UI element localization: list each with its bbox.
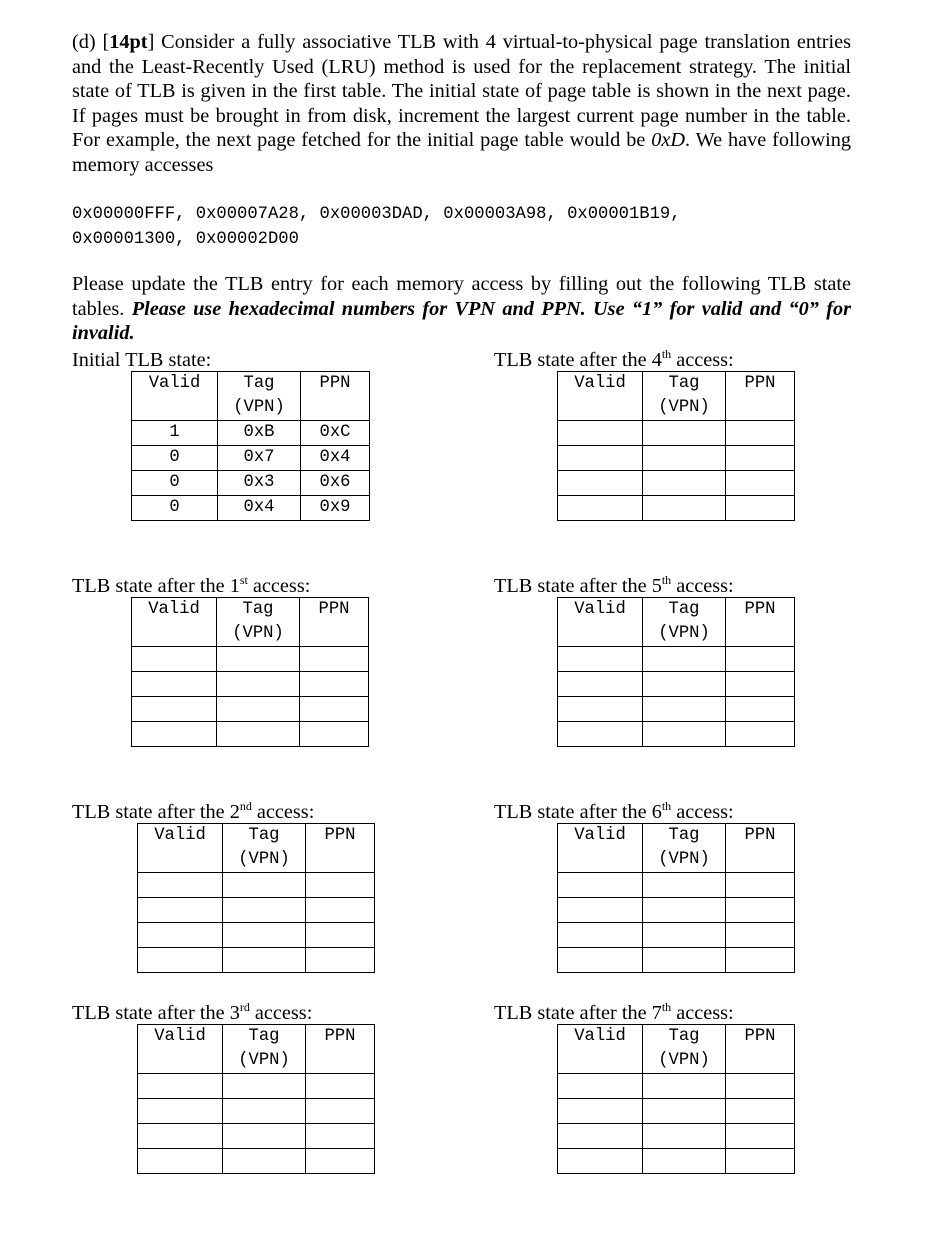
table-row [558, 1149, 795, 1174]
table-row [132, 722, 369, 747]
valid-cell[interactable] [132, 672, 217, 697]
table-row [138, 1149, 375, 1174]
table-row [558, 722, 795, 747]
table-row [558, 496, 795, 521]
instructions-emphasis: Please use hexadecimal numbers for VPN and PPN. Use “1” for valid and “0” for invalid. [72, 297, 851, 345]
valid-cell[interactable] [138, 898, 223, 923]
valid-cell[interactable] [138, 1099, 223, 1124]
header-valid: Valid [132, 598, 217, 647]
question-text [72, 30, 851, 178]
tlb-state-2-caption: TLB state after the 2nd access: [72, 799, 315, 823]
valid-cell[interactable] [132, 722, 217, 747]
header-valid: Valid [138, 824, 223, 873]
table-row [132, 496, 370, 521]
valid-cell[interactable] [558, 1099, 643, 1124]
header-tag: Tag (VPN) [217, 598, 300, 647]
valid-cell[interactable] [558, 421, 643, 446]
header-valid: Valid [132, 372, 218, 421]
memory-access-line-1: 0x00000FFF, 0x00007A28, 0x00003DAD, 0x00003A98, 0x00001B19, [72, 205, 681, 224]
valid-cell[interactable] [558, 1124, 643, 1149]
ppn-cell[interactable] [726, 446, 795, 471]
ppn-cell[interactable] [726, 471, 795, 496]
question-label: (d) [ [72, 31, 110, 53]
table-row [132, 471, 370, 496]
table-row [558, 1074, 795, 1099]
ppn-cell[interactable] [300, 647, 369, 672]
example-page: 0xD [651, 129, 686, 152]
tag-cell[interactable] [223, 898, 306, 923]
tlb-state-2-table [137, 823, 375, 973]
valid-cell[interactable] [138, 923, 223, 948]
valid-cell[interactable] [138, 873, 223, 898]
tag-cell[interactable] [223, 1124, 306, 1149]
table-row [558, 421, 795, 446]
table-row [132, 697, 369, 722]
ppn-cell[interactable] [726, 697, 795, 722]
table-row [558, 1124, 795, 1149]
ppn-cell[interactable] [726, 1149, 795, 1174]
tlb-state-1-table [131, 597, 369, 747]
ppn-cell[interactable] [306, 923, 375, 948]
valid-cell: 1 [132, 421, 218, 446]
tlb-state-7-caption: TLB state after the 7th access: [494, 1000, 734, 1024]
ppn-cell: 0x4 [301, 446, 370, 471]
header-tag: Tag (VPN) [218, 372, 301, 421]
ppn-cell[interactable] [726, 1099, 795, 1124]
ppn-cell[interactable] [306, 1149, 375, 1174]
tag-cell[interactable] [223, 1074, 306, 1099]
tlb-state-7-table [557, 1024, 795, 1174]
table-row [558, 647, 795, 672]
tlb-state-5-caption: TLB state after the 5th access: [494, 573, 734, 597]
valid-cell[interactable] [132, 697, 217, 722]
table-row [132, 647, 369, 672]
ppn-cell[interactable] [726, 948, 795, 973]
header-ppn: PPN [726, 372, 795, 421]
tlb-state-3-table [137, 1024, 375, 1174]
table-row [558, 697, 795, 722]
tag-cell[interactable] [643, 1124, 726, 1149]
table-row [558, 873, 795, 898]
tag-cell: 0x3 [218, 471, 301, 496]
memory-access-line-2: 0x00001300, 0x00002D00 [72, 230, 299, 249]
tlb-state-6-table [557, 823, 795, 973]
table-row [138, 948, 375, 973]
ppn-cell[interactable] [726, 898, 795, 923]
tag-cell[interactable] [643, 873, 726, 898]
instructions-text [72, 272, 851, 346]
tag-cell[interactable] [643, 446, 726, 471]
ppn-cell[interactable] [300, 722, 369, 747]
table-row [132, 446, 370, 471]
valid-cell: 0 [132, 471, 218, 496]
ppn-cell[interactable] [726, 722, 795, 747]
tag-cell[interactable] [643, 898, 726, 923]
tag-cell: 0x4 [218, 496, 301, 521]
valid-cell[interactable] [138, 1124, 223, 1149]
tag-cell[interactable] [643, 722, 726, 747]
valid-cell: 0 [132, 496, 218, 521]
header-ppn: PPN [300, 598, 369, 647]
tlb-state-4-table [557, 371, 795, 521]
tag-cell[interactable] [643, 948, 726, 973]
instructions-body: Please update the TLB entry for each memory access by filling out the following TLB state tables. [72, 273, 851, 320]
ppn-cell[interactable] [306, 1074, 375, 1099]
question-tail: . We have following memory accesses [72, 129, 852, 176]
tag-cell[interactable] [223, 873, 306, 898]
valid-cell[interactable] [138, 948, 223, 973]
ppn-cell[interactable] [726, 672, 795, 697]
table-row [138, 1124, 375, 1149]
ppn-cell[interactable] [300, 697, 369, 722]
tag-cell[interactable] [643, 923, 726, 948]
tag-cell[interactable] [217, 697, 300, 722]
table-row [558, 1099, 795, 1124]
valid-cell[interactable] [558, 446, 643, 471]
valid-cell[interactable] [558, 672, 643, 697]
header-ppn: PPN [306, 824, 375, 873]
valid-cell[interactable] [558, 873, 643, 898]
tag-cell[interactable] [643, 496, 726, 521]
table-row [138, 898, 375, 923]
tag-cell[interactable] [217, 722, 300, 747]
memory-access-list [72, 202, 872, 252]
table-row [558, 898, 795, 923]
header-valid: Valid [558, 372, 643, 421]
ppn-cell[interactable] [306, 948, 375, 973]
table-row [132, 421, 370, 446]
header-valid: Valid [558, 598, 643, 647]
ppn-cell[interactable] [306, 873, 375, 898]
valid-cell[interactable] [558, 898, 643, 923]
tlb-state-3-caption: TLB state after the 3rd access: [72, 1000, 313, 1024]
header-valid: Valid [558, 824, 643, 873]
tag-cell[interactable] [643, 421, 726, 446]
header-ppn: PPN [726, 598, 795, 647]
header-tag: Tag (VPN) [643, 598, 726, 647]
ppn-cell[interactable] [726, 873, 795, 898]
table-row [558, 446, 795, 471]
ppn-cell: 0xC [301, 421, 370, 446]
ppn-cell[interactable] [306, 1124, 375, 1149]
tag-cell[interactable] [217, 647, 300, 672]
header-ppn: PPN [726, 824, 795, 873]
tag-cell[interactable] [643, 1074, 726, 1099]
ppn-cell[interactable] [726, 421, 795, 446]
header-tag: Tag (VPN) [643, 824, 726, 873]
tag-cell[interactable] [643, 697, 726, 722]
tag-cell: 0xB [218, 421, 301, 446]
header-tag: Tag (VPN) [223, 1025, 306, 1074]
table-row [138, 873, 375, 898]
header-tag: Tag (VPN) [643, 1025, 726, 1074]
ppn-cell[interactable] [306, 898, 375, 923]
tlb-state-5-table [557, 597, 795, 747]
valid-cell[interactable] [132, 647, 217, 672]
valid-cell[interactable] [558, 948, 643, 973]
initial-tlb-caption: Initial TLB state: [72, 349, 212, 371]
tlb-state-1-caption: TLB state after the 1st access: [72, 573, 311, 597]
tag-cell[interactable] [643, 1149, 726, 1174]
header-valid: Valid [558, 1025, 643, 1074]
ppn-cell[interactable] [306, 1099, 375, 1124]
valid-cell[interactable] [558, 496, 643, 521]
question-body: ] Consider a fully associative TLB with 4 virtual-to-physical page translation entries and the Least-Recently Used (LRU) method is used for the replacement strategy. The initial state of TLB is given in the first table. The initial state of page table is shown in the next page. If pages must be brought in from disk, increment the largest current page number in the table. For example, the next page fetched for the initial page table would be [72, 31, 851, 152]
tlb-state-4-caption: TLB state after the 4th access: [494, 347, 734, 371]
tag-cell[interactable] [223, 1099, 306, 1124]
valid-cell[interactable] [558, 722, 643, 747]
header-ppn: PPN [306, 1025, 375, 1074]
tag-cell[interactable] [643, 1099, 726, 1124]
header-tag: Tag (VPN) [643, 372, 726, 421]
question-points: 14pt [109, 31, 148, 53]
tag-cell[interactable] [643, 672, 726, 697]
valid-cell[interactable] [558, 923, 643, 948]
table-row [138, 923, 375, 948]
table-row [558, 923, 795, 948]
table-row [558, 672, 795, 697]
valid-cell[interactable] [558, 647, 643, 672]
tag-cell: 0x7 [218, 446, 301, 471]
table-row [138, 1074, 375, 1099]
ppn-cell: 0x9 [301, 496, 370, 521]
valid-cell: 0 [132, 446, 218, 471]
tag-cell[interactable] [223, 923, 306, 948]
ppn-cell[interactable] [726, 647, 795, 672]
header-ppn: PPN [726, 1025, 795, 1074]
valid-cell[interactable] [558, 697, 643, 722]
tag-cell[interactable] [217, 672, 300, 697]
valid-cell[interactable] [558, 1149, 643, 1174]
table-row [132, 672, 369, 697]
header-valid: Valid [138, 1025, 223, 1074]
ppn-cell[interactable] [726, 496, 795, 521]
ppn-cell[interactable] [726, 1074, 795, 1099]
valid-cell[interactable] [558, 471, 643, 496]
tag-cell[interactable] [643, 647, 726, 672]
tag-cell[interactable] [223, 948, 306, 973]
tag-cell[interactable] [643, 471, 726, 496]
valid-cell[interactable] [138, 1149, 223, 1174]
header-ppn: PPN [301, 372, 370, 421]
ppn-cell[interactable] [726, 1124, 795, 1149]
table-row [558, 471, 795, 496]
ppn-cell: 0x6 [301, 471, 370, 496]
valid-cell[interactable] [138, 1074, 223, 1099]
header-tag: Tag (VPN) [223, 824, 306, 873]
initial-tlb-table [131, 371, 370, 521]
tag-cell[interactable] [223, 1149, 306, 1174]
ppn-cell[interactable] [300, 672, 369, 697]
table-row [138, 1099, 375, 1124]
ppn-cell[interactable] [726, 923, 795, 948]
tlb-state-6-caption: TLB state after the 6th access: [494, 799, 734, 823]
valid-cell[interactable] [558, 1074, 643, 1099]
table-row [558, 948, 795, 973]
